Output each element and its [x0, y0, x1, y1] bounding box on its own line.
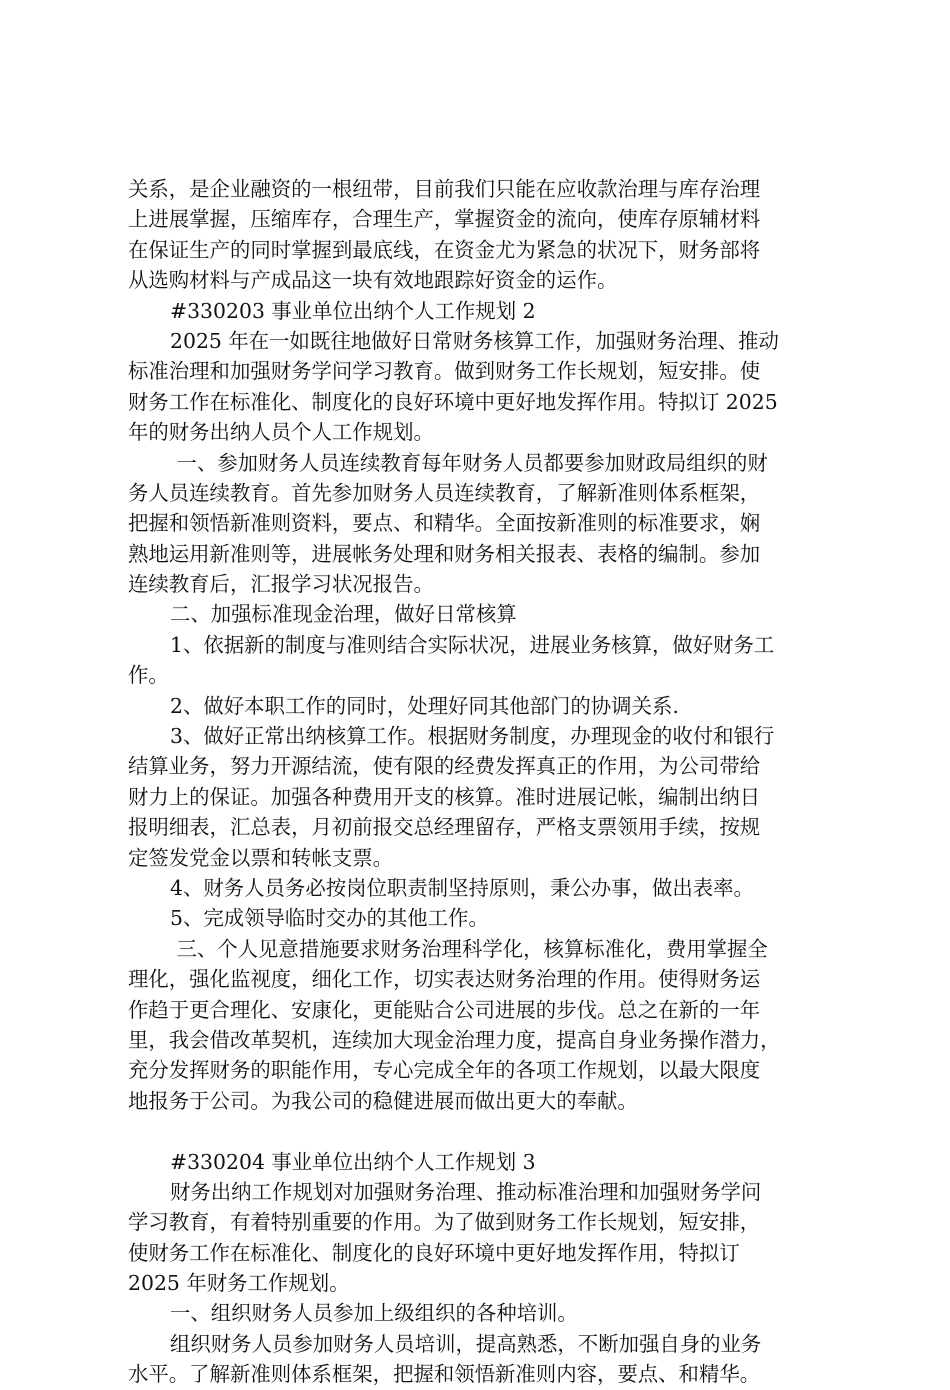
text-line: 地报务于公司。为我公司的稳健进展而做出更大的奉献。: [128, 1088, 638, 1113]
section-heading: #330204 事业单位出纳个人工作规划 3: [170, 1149, 536, 1174]
subheading: 一、组织财务人员参加上级组织的各种培训。: [170, 1301, 578, 1326]
list-item: 1、依据新的制度与准则结合实际状况，进展业务核算，做好财务工: [170, 632, 775, 657]
text-line: 熟地运用新准则等，进展帐务处理和财务相关报表、表格的编制。参加: [128, 541, 761, 566]
text-line: 从选购材料与产成品这一块有效地跟踪好资金的运作。: [128, 268, 618, 293]
subheading: 二、加强标准现金治理，做好日常核算: [170, 602, 517, 627]
text-line: 年的财务出纳人员个人工作规划。: [128, 420, 434, 445]
text-line: 务人员连续教育。首先参加财务人员连续教育，了解新准则体系框架，: [128, 480, 761, 505]
list-item: 2、做好本职工作的同时，处理好同其他部门的协调关系.: [170, 693, 679, 718]
text-line: 定签发党金以票和转帐支票。: [128, 845, 394, 870]
text-line: 学习教育，有着特别重要的作用。为了做到财务工作长规划，短安排，: [128, 1210, 761, 1235]
text-line: 2025 年财务工作规划。: [128, 1271, 350, 1296]
text-line: 财力上的保证。加强各种费用开支的核算。准时进展记帐，编制出纳日: [128, 784, 761, 809]
list-item: 4、财务人员务必按岗位职责制坚持原则，秉公办事，做出表率。: [170, 875, 754, 900]
text-line: 作趋于更合理化、安康化，更能贴合公司进展的步伐。总之在新的一年: [128, 997, 761, 1022]
document-body: [128, 174, 840, 1390]
text-line: 标准治理和加强财务学问学习教育。做到财务工作长规划，短安排。使: [128, 359, 761, 384]
text-line: 里，我会借改革契机，连续加大现金治理力度，提高自身业务操作潜力，: [128, 1027, 781, 1052]
text-line: 在保证生产的同时掌握到最底线，在资金尤为紧急的状况下，财务部将: [128, 237, 761, 262]
list-item: 3、做好正常出纳核算工作。根据财务制度，办理现金的收付和银行: [170, 724, 775, 749]
blank-line: [128, 1116, 840, 1146]
text-line: 把握和领悟新准则资料，要点、和精华。全面按新准则的标准要求，娴: [128, 511, 761, 536]
text-line: 财务出纳工作规划对加强财务治理、推动标准治理和加强财务学问: [170, 1179, 762, 1204]
text-line: 作。: [128, 663, 169, 688]
text-line: 理化，强化监视度，细化工作，切实表达财务治理的作用。使得财务运: [128, 967, 761, 992]
section-heading: #330203 事业单位出纳个人工作规划 2: [170, 298, 536, 323]
text-line: 连续教育后，汇报学习状况报告。: [128, 572, 434, 597]
text-line: 充分发挥财务的职能作用，专心完成全年的各项工作规划，以最大限度: [128, 1058, 761, 1083]
text-line: 财务工作在标准化、制度化的良好环境中更好地发挥作用。特拟订 2025: [128, 389, 778, 414]
text-line: 结算业务，努力开源结流，使有限的经费发挥真正的作用，为公司带给: [128, 754, 761, 779]
text-line: 一、参加财务人员连续教育每年财务人员都要参加财政局组织的财: [170, 450, 768, 475]
text-line: 组织财务人员参加财务人员培训，提高熟悉，不断加强自身的业务: [170, 1331, 762, 1356]
text-line: 三、个人见意措施要求财务治理科学化，核算标准化，费用掌握全: [170, 936, 768, 961]
text-line: 水平。了解新准则体系框架，把握和领悟新准则内容，要点、和精华。: [128, 1362, 761, 1387]
text-line: 上进展掌握，压缩库存，合理生产，掌握资金的流向，使库存原辅材料: [128, 207, 761, 232]
text-line: 使财务工作在标准化、制度化的良好环境中更好地发挥作用，特拟订: [128, 1240, 740, 1265]
text-line: 关系，是企业融资的一根纽带，目前我们只能在应收款治理与库存治理: [128, 177, 761, 201]
text-line: 报明细表，汇总表，月初前报交总经理留存，严格支票领用手续，按规: [128, 815, 761, 840]
text-line: 2025 年在一如既往地做好日常财务核算工作，加强财务治理、推动: [170, 328, 779, 353]
list-item: 5、完成领导临时交办的其他工作。: [170, 906, 489, 931]
